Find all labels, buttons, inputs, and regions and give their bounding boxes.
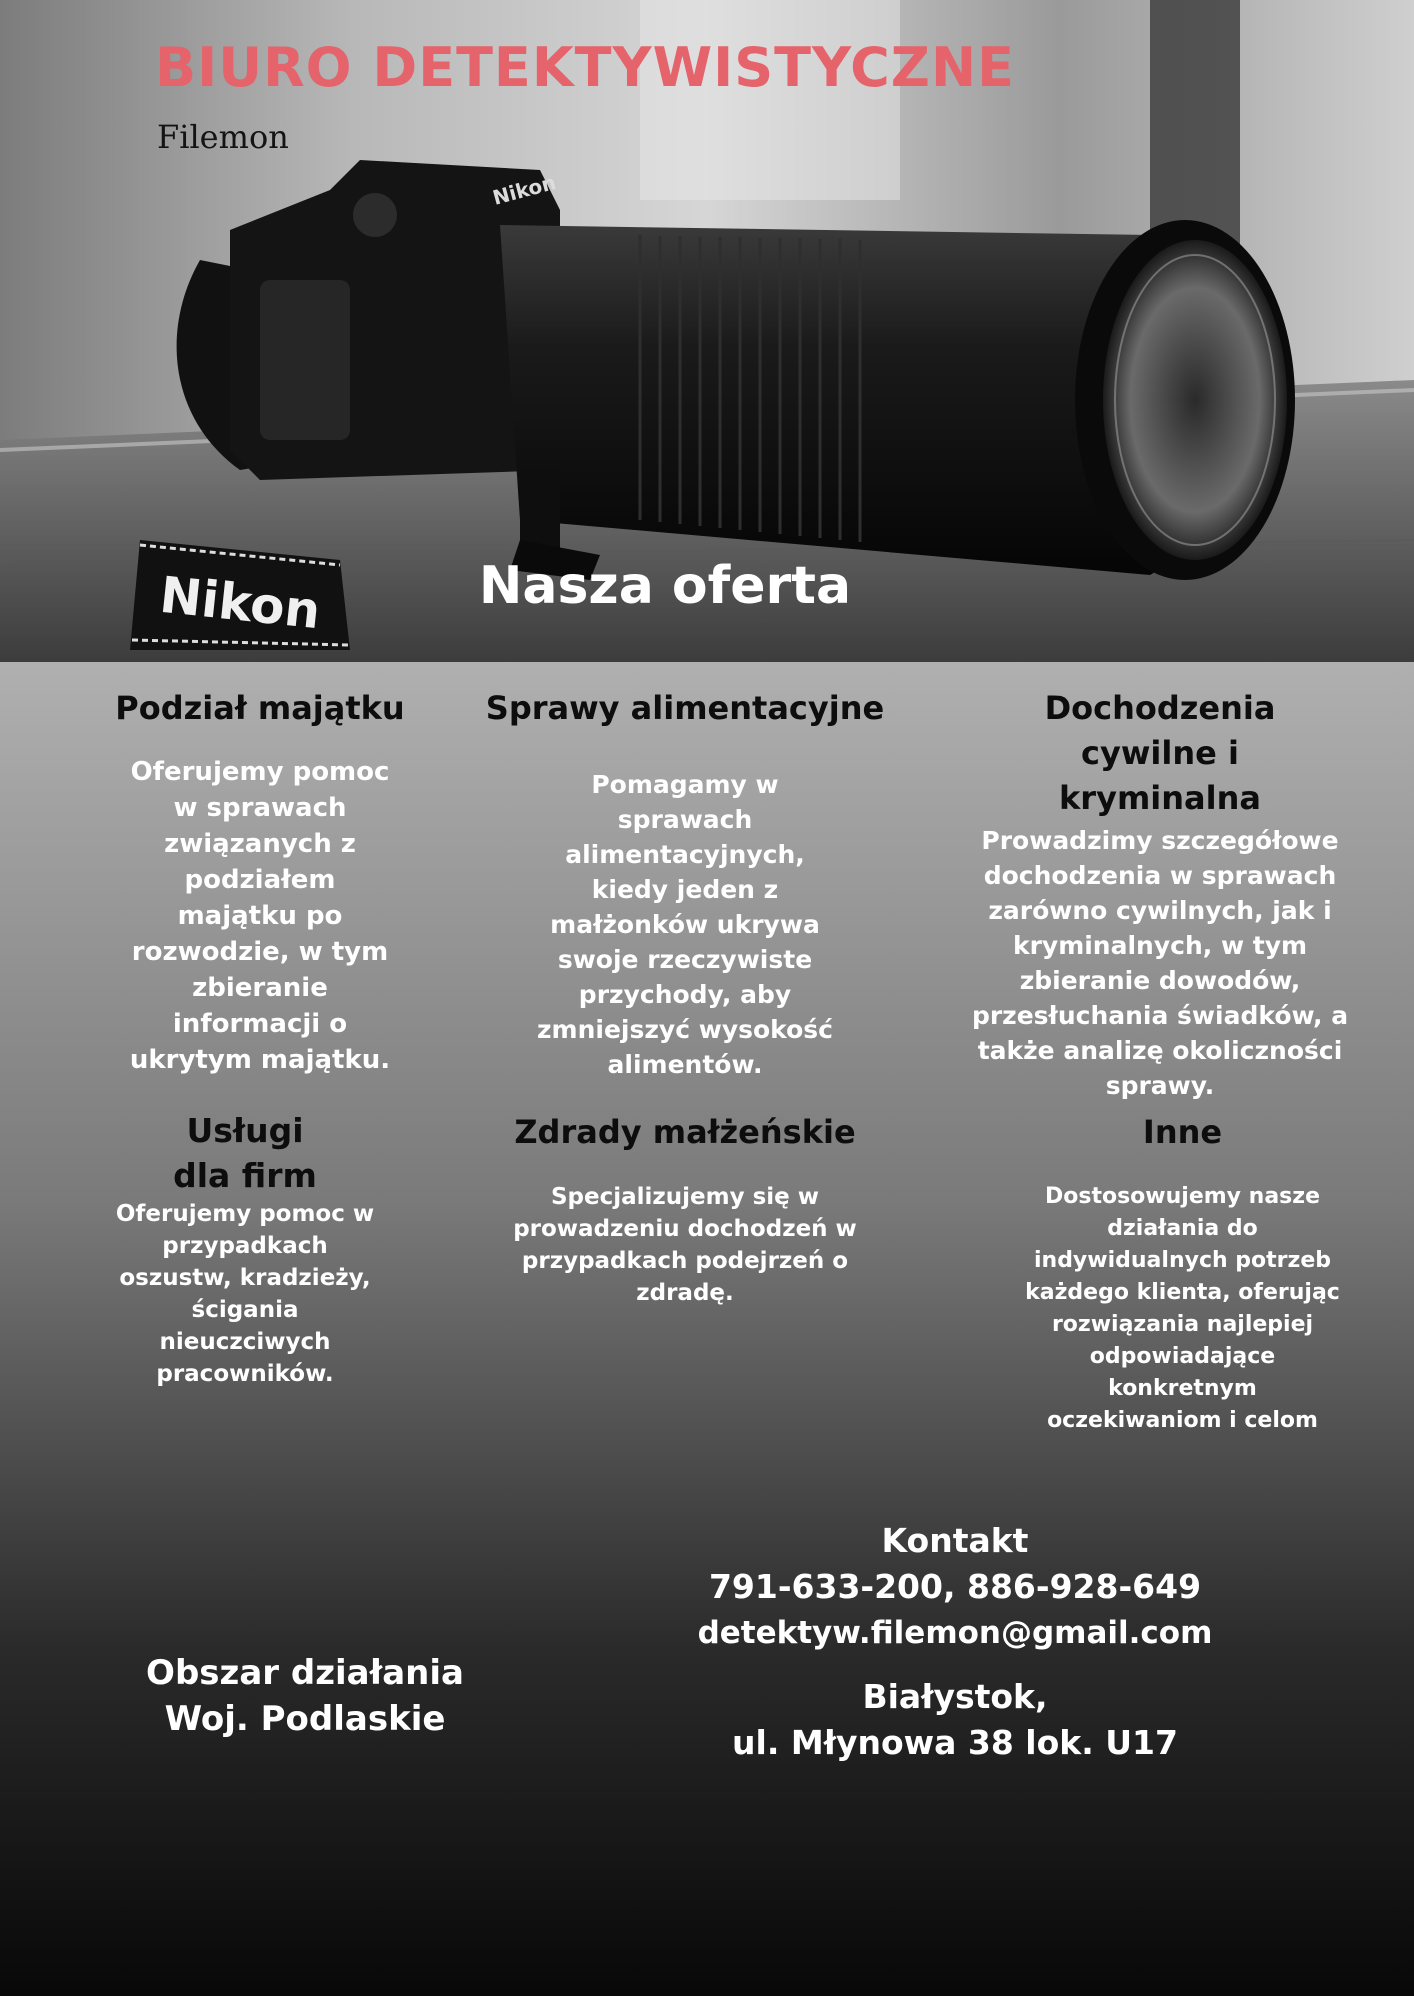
- business-title: BIURO DETEKTYWISTYCZNE: [155, 36, 1016, 99]
- camera-brand-text: Nikon: [490, 169, 559, 210]
- service-description: Prowadzimy szczegółowe dochodzenia w sprawach zarówno cywilnych, jak i kryminalnych, w tym zbieranie dowodów, przesłuchania świadków, a także analizę okoliczności sprawy.: [971, 826, 1349, 1100]
- service-title: Dochodzenia cywilne i kryminalna: [1044, 689, 1276, 817]
- service-title: Sprawy alimentacyjne: [485, 689, 885, 727]
- service-area-value: Woj. Podlaskie: [164, 1699, 446, 1739]
- offer-heading: Nasza oferta: [478, 556, 852, 616]
- business-subtitle: Filemon: [157, 118, 289, 156]
- service-description: Dostosowujemy nasze działania do indywidualnych potrzeb każdego klienta, oferując rozwiązania najlepiej odpowiadające konkretnym oczekiwaniom i celom: [1025, 1184, 1340, 1433]
- hero-photo: [0, 0, 1414, 662]
- strap-brand-text: Nikon: [157, 565, 324, 641]
- contact-email[interactable]: detektyw.filemon@gmail.com: [697, 1615, 1213, 1651]
- contact-city: Białystok,: [862, 1677, 1048, 1716]
- service-card-other: [1010, 1110, 1355, 1437]
- service-description: Oferujemy pomoc w sprawach związanych z podziałem majątku po rozwodzie, w tym zbieranie informacji o ukrytym majątku.: [129, 757, 391, 1075]
- service-description: Oferujemy pomoc w przypadkach oszustw, kradzieży, ścigania nieuczciwych pracowników.: [115, 1201, 375, 1387]
- service-card-business: [115, 1108, 375, 1390]
- contact-block: [680, 1518, 1230, 1766]
- service-card-alimony: [478, 686, 892, 1082]
- service-description: Pomagamy w sprawach alimentacyjnych, kiedy jeden z małżonków ukrywa swoje rzeczywiste przychody, aby zmniejszyć wysokość alimentów.: [536, 770, 834, 1079]
- service-card-infidelity: [505, 1110, 865, 1309]
- service-card-investigations: [965, 686, 1355, 1103]
- service-card-property-division: [110, 686, 410, 1078]
- service-title: Usługi dla firm: [173, 1111, 317, 1195]
- service-title: Inne: [1142, 1113, 1223, 1151]
- contact-heading: Kontakt: [881, 1521, 1029, 1560]
- contact-phones[interactable]: 791-633-200, 886-928-649: [708, 1567, 1202, 1606]
- service-area-label: Obszar działania: [146, 1653, 464, 1693]
- service-title: Zdrady małżeńskie: [514, 1113, 856, 1151]
- contact-street: ul. Młynowa 38 lok. U17: [732, 1723, 1178, 1762]
- service-area-block: [130, 1650, 480, 1742]
- service-title: Podział majątku: [115, 689, 405, 727]
- service-description: Specjalizujemy się w prowadzeniu dochodzeń w przypadkach podejrzeń o zdradę.: [513, 1184, 857, 1306]
